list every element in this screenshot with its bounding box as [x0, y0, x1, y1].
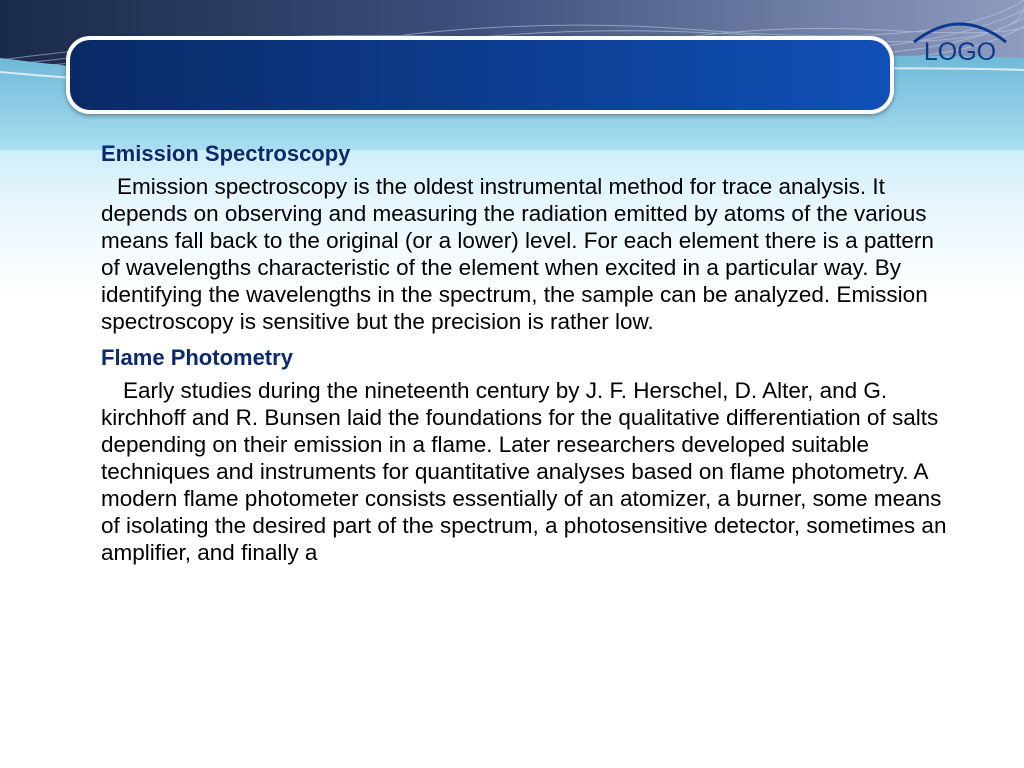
- section-paragraph: Emission spectroscopy is the oldest instrumental method for trace analysis. It depends on observing and measuring the radiation emitted by atoms of the various means fall back to the original (or a lower) level. For each element there is a pattern of wavelengths characteristic of the element when excited in a particular way. By identifying the wavelengths in the spectrum, the sample can be analyzed. Emission spectroscopy is sensitive but the precision is rather low.: [101, 174, 934, 334]
- section-paragraph: Early studies during the nineteenth century by J. F. Herschel, D. Alter, and G. kirchhoff and R. Bunsen laid the foundations for the qualitative differentiation of salts depending on their emission in a flame. Later researchers developed suitable techniques and instruments for quantitative analyses based on flame photometry. A modern flame photometer consists essentially of an atomizer, a burner, some means of isolating the desired part of the spectrum, a photosensitive detector, sometimes an amplifier, and finally a: [101, 378, 947, 565]
- slide-content: [101, 141, 953, 576]
- logo: [908, 12, 1012, 72]
- section-heading: Flame Photometry: [101, 345, 293, 370]
- section-heading: Emission Spectroscopy: [101, 141, 351, 166]
- logo-text: LOGO: [923, 38, 997, 66]
- title-bar: [66, 36, 894, 114]
